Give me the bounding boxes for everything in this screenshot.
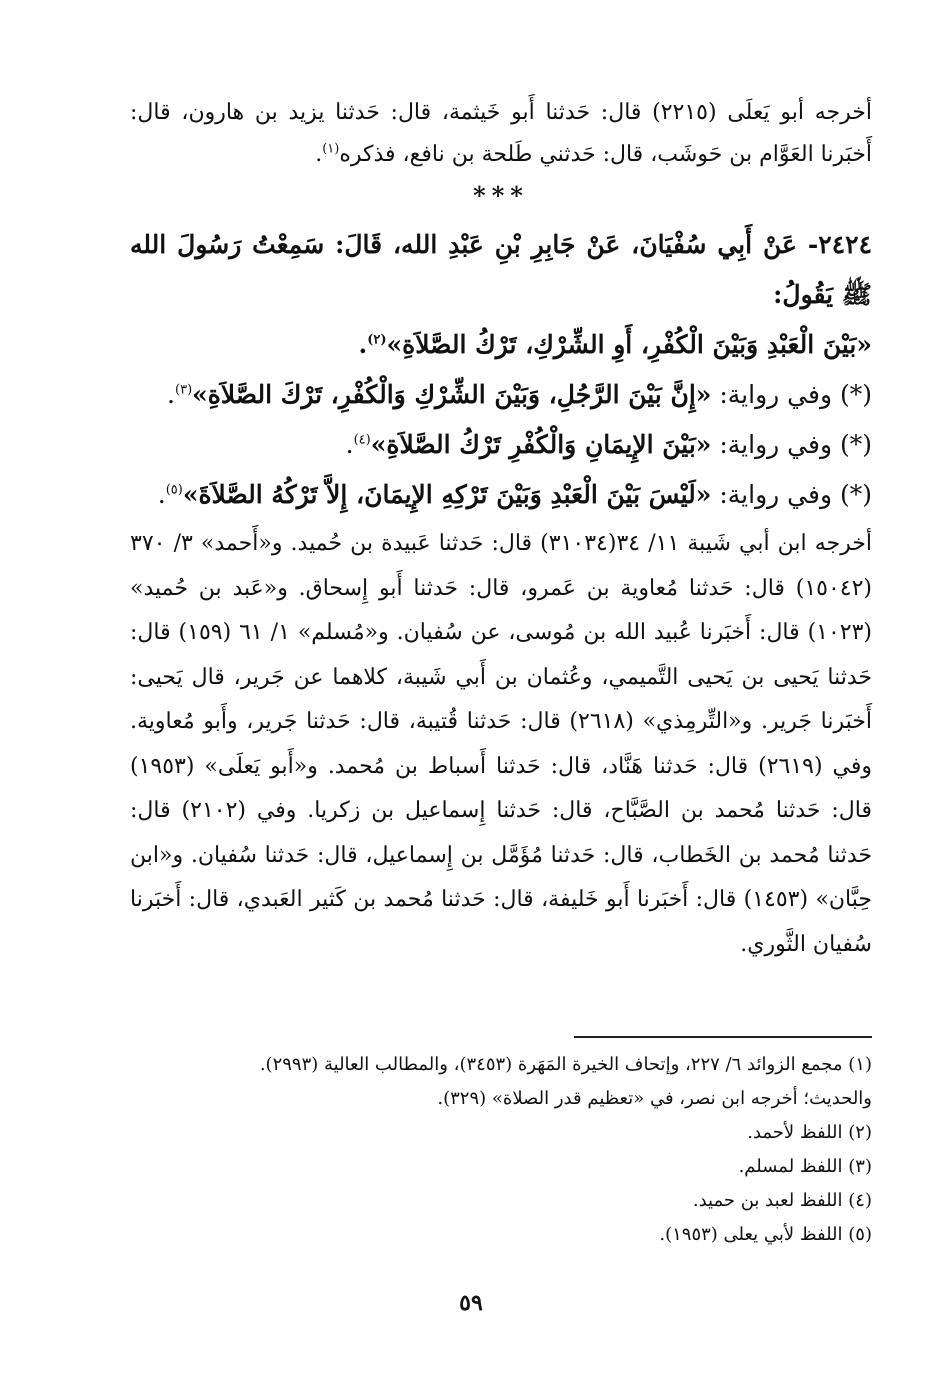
- footnote: (٤) اللفظ لعبد بن حميد.: [692, 1190, 872, 1211]
- footnote: (٣) اللفظ لمسلم.: [738, 1156, 872, 1177]
- hadith-number: ٢٤٢٤-: [807, 230, 872, 259]
- footnote: (٢) اللفظ لأحمد.: [747, 1122, 872, 1143]
- riwaya-prefix: (*) وفي رواية:: [719, 480, 872, 509]
- footnote-ref: (١): [322, 141, 340, 157]
- intro-text: أخرجه أبو يَعلَى (٢٢١٥) قال: حَدثنا أَبو خَيثمة، قال: حَدثنا يزيد بن هارون، قال: أَخبَرنا العَوَّام بن حَوشَب، قال: حَدثني طَلحة بن نافع، فذكره: [130, 100, 872, 167]
- riwaya-prefix: (*) وفي رواية:: [719, 430, 872, 459]
- footnotes-block: [130, 1048, 872, 1252]
- footnote: (٥) اللفظ لأبي يعلى (١٩٥٣).: [659, 1224, 872, 1245]
- intro-end: .: [315, 142, 323, 167]
- footnote-divider: [574, 1036, 872, 1038]
- section-separator: ***: [473, 181, 529, 210]
- matn-text: «بَيْنَ الْعَبْدِ وَبَيْنَ الْكُفْرِ، أَوِ الشِّرْكِ، تَرْكُ الصَّلاَةِ»: [386, 330, 872, 359]
- footnote-ref: (٢): [367, 332, 387, 348]
- page-number: ٥٩: [459, 1290, 483, 1316]
- hadith-header: [130, 220, 872, 320]
- riwaya-line: (*) وفي رواية: «إِنَّ بَيْنَ الرَّجُلِ، وَبَيْنَ الشِّرْكِ وَالْكُفْرِ، تَرْكَ الصَّلاَةِ»$^{(٣)}$.: [167, 380, 872, 409]
- main-text-block: [130, 92, 872, 967]
- footnote-ref: (٥): [165, 482, 183, 498]
- riwaya-text: «إِنَّ بَيْنَ الرَّجُلِ، وَبَيْنَ الشِّرْكِ وَالْكُفْرِ، تَرْكَ الصَّلاَةِ»: [192, 380, 712, 409]
- footnote: (١) مجمع الزوائد ٦/ ٢٢٧، وإتحاف الخيرة المَهَرة (٣٤٥٣)، والمطالب العالية (٢٩٩٣).: [259, 1054, 872, 1075]
- riwaya-text: «بَيْنَ الإِيمَانِ وَالْكُفْرِ تَرْكُ الصَّلاَةِ»: [370, 430, 712, 459]
- hadith-isnad: عَنْ أَبِي سُفْيَانَ، عَنْ جَابِرِ بْنِ عَبْدِ الله، قَالَ: سَمِعْتُ رَسُولَ الله ﷺ يَقُولُ:: [130, 230, 872, 309]
- riwaya-prefix: (*) وفي رواية:: [719, 380, 872, 409]
- footnote-ref: (٣): [175, 382, 193, 398]
- hadith-matn: «بَيْنَ الْعَبْدِ وَبَيْنَ الْكُفْرِ، أَوِ الشِّرْكِ، تَرْكُ الصَّلاَةِ»$^{(٢)}$.: [358, 330, 872, 359]
- riwaya-line: (*) وفي رواية: «بَيْنَ الإِيمَانِ وَالْكُفْرِ تَرْكُ الصَّلاَةِ»$^{(٤)}$.: [345, 430, 872, 459]
- riwaya-text: «لَيْسَ بَيْنَ الْعَبْدِ وَبَيْنَ تَرْكِهِ الإِيمَانَ، إِلاَّ تَرْكُهُ الصَّلاَةَ»: [182, 480, 712, 509]
- intro-paragraph: [130, 92, 872, 176]
- footnote-ref: (٤): [353, 432, 371, 448]
- footnote-continuation: والحديث؛ أخرجه ابن نصر، في «تعظيم قدر الصلاة» (٣٢٩).: [437, 1088, 872, 1109]
- riwaya-line: (*) وفي رواية: «لَيْسَ بَيْنَ الْعَبْدِ وَبَيْنَ تَرْكِهِ الإِيمَانَ، إِلاَّ تَرْكُهُ الصَّلاَةَ»$^{(٥)}$.: [157, 480, 872, 509]
- takhrij-paragraph: أخرجه ابن أبي شَيبة ١١/ ٣٤(٣١٠٣٤) قال: حَدثنا عَبيدة بن حُميد. و«أَحمد» ٣/ ٣٧٠ (١٥٠٤٢) قال: حَدثنا مُعاوية بن عَمرو، قال: حَدثنا أَبو إِسحاق. و«عَبد بن حُميد» (١٠٢٣) قال: أَخبَرنا عُبيد الله بن مُوسى، عن سُفيان. و«مُسلم» ١/ ٦١ (١٥٩) قال: حَدثنا يَحيى بن يَحيى التَّميمي، وعُثمان بن أَبي شَيبة، كلاهما عن جَرير، قال يَحيى: أَخبَرنا جَرير. و«التِّرمِذي» (٢٦١٨) قال: حَدثنا قُتيبة، قال: حَدثنا جَرير، وأَبو مُعاوية. وفي (٢٦١٩) قال: حَدثنا هَنَّاد، قال: حَدثنا أَسباط بن مُحمد. و«أَبو يَعلَى» (١٩٥٣) قال: حَدثنا مُحمد بن الصَّبَّاح، قال: حَدثنا إِسماعيل بن زكريا. وفي (٢١٠٢) قال: حَدثنا مُحمد بن الخَطاب، قال: حَدثنا مُؤَمَّل بن إِسماعيل، قال: حَدثنا سُفيان. و«ابن حِبَّان» (١٤٥٣) قال: أَخبَرنا أَبو خَليفة، قال: حَدثنا مُحمد بن كَثير العَبدي، قال: أَخبَرنا سُفيان الثَّوري.: [130, 531, 873, 957]
